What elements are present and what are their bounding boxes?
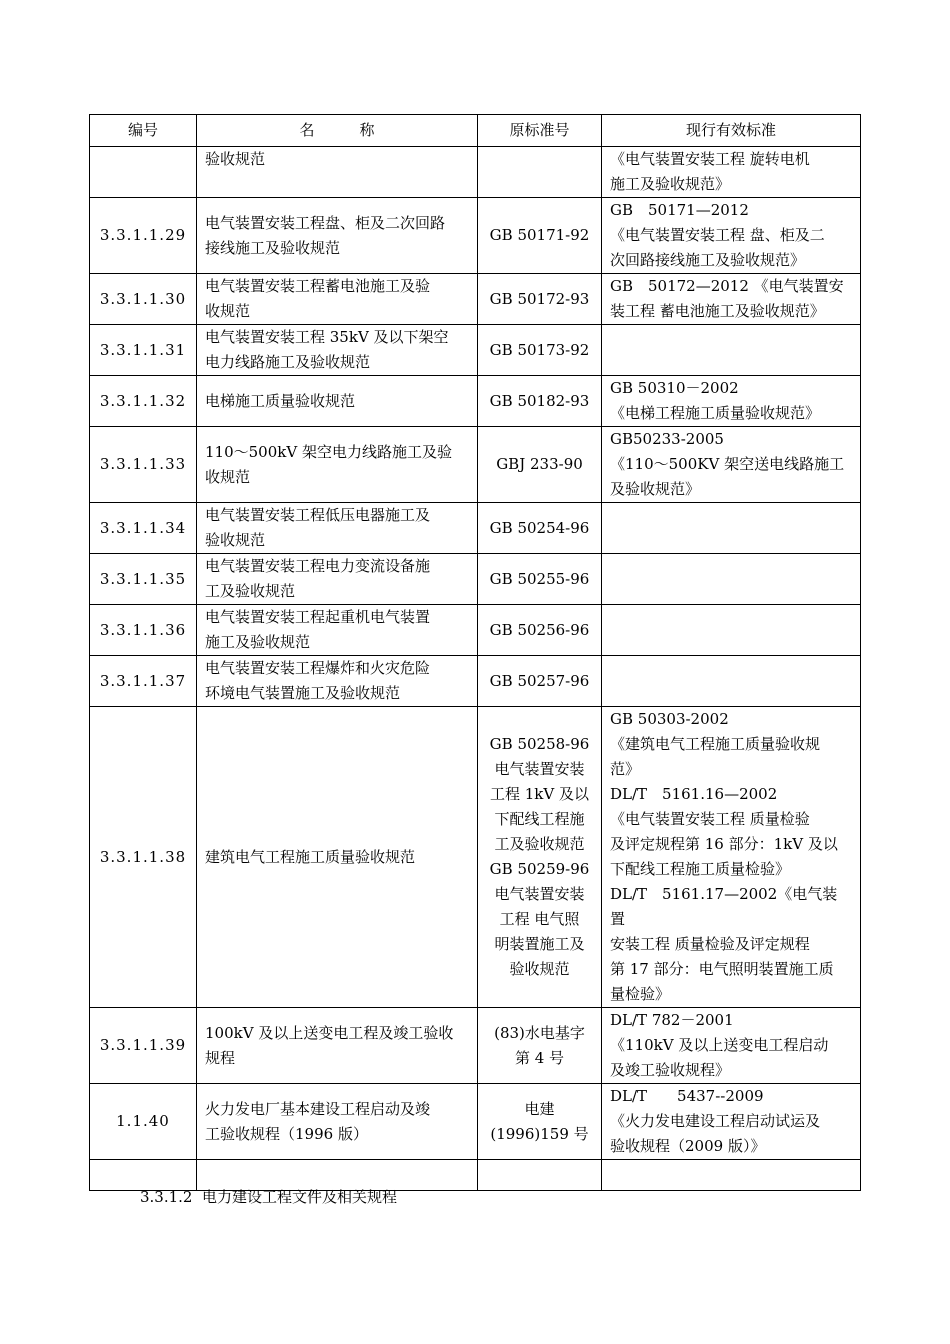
cell-code: 3.3.1.1.32 (90, 376, 197, 427)
table-row (90, 707, 861, 1008)
cell-name-line: 工验收规程（1996 版） (205, 1124, 368, 1143)
cell-code: 1.1.40 (90, 1084, 197, 1160)
table-header-row (90, 115, 861, 147)
cell-original-standard-line: (1996)159 号 (490, 1124, 589, 1143)
cell-original-standard (478, 1084, 602, 1160)
cell-name-line: 环境电气装置施工及验收规范 (205, 684, 401, 702)
header-name: 名 称 (197, 115, 478, 147)
cell-current-standard (602, 503, 861, 554)
table-row (90, 147, 861, 198)
cell-current-standard (602, 605, 861, 656)
cell-current-standard-line: 范》 (610, 760, 641, 778)
cell-name-line: 电梯施工质量验收规范 (205, 391, 356, 410)
cell-original-standard (478, 325, 602, 376)
cell-name (197, 503, 478, 554)
cell-current-standard-line: DL/T 5161.16—2002 (610, 785, 778, 803)
cell-code: 3.3.1.1.30 (90, 274, 197, 325)
section-heading (140, 1186, 397, 1207)
table-row (90, 376, 861, 427)
cell-current-standard-line: 及竣工验收规程》 (610, 1061, 731, 1079)
cell-code: 3.3.1.1.36 (90, 605, 197, 656)
cell-current-standard-line: 《电气装置安装工程 质量检验 (610, 810, 810, 828)
cell-current-standard-line: 《建筑电气工程施工质量验收规 (610, 735, 821, 753)
cell-name (197, 325, 478, 376)
cell-original-standard (478, 198, 602, 274)
cell-current-standard (602, 147, 861, 198)
cell-current-standard-line: 第 17 部分：电气照明装置施工质 (610, 960, 834, 978)
cell-name (197, 707, 478, 1008)
cell-original-standard (478, 147, 602, 198)
cell-original-standard (478, 376, 602, 427)
cell-name-line: 施工及验收规范 (205, 633, 311, 651)
cell-name-line: 110～500kV 架空电力线路施工及验 (205, 442, 452, 461)
cell-name-line: 建筑电气工程施工质量验收规范 (205, 847, 416, 866)
cell-original-standard-line: GB 50172-93 (489, 289, 590, 308)
cell-name-line: 接线施工及验收规范 (205, 238, 341, 257)
cell-original-standard-line: 工程 1kV 及以 (489, 785, 589, 803)
cell-name (197, 274, 478, 325)
cell-original-standard (478, 656, 602, 707)
cell-name (197, 605, 478, 656)
cell-code (90, 147, 197, 198)
cell-name-line: 火力发电厂基本建设工程启动及竣 (205, 1099, 431, 1118)
section-title: 电力建设工程文件及相关规程 (202, 1188, 398, 1206)
cell-original-standard-line: GB 50182-93 (489, 391, 590, 410)
cell-original-standard-line: 明装置施工及 (494, 935, 585, 953)
cell-name-line: 规程 (205, 1048, 236, 1067)
cell-original-standard (478, 605, 602, 656)
cell-name-line: 验收规范 (205, 150, 266, 168)
cell-original-standard-line: GB 50171-92 (489, 226, 590, 244)
table-row (90, 656, 861, 707)
cell-current-standard-line: 《电梯工程施工质量验收规范》 (610, 404, 821, 422)
cell-name (197, 1008, 478, 1084)
cell-original-standard (478, 427, 602, 503)
cell-current-standard (602, 325, 861, 376)
cell-current-standard (602, 656, 861, 707)
cell-name (197, 427, 478, 503)
cell-name-line: 电气装置安装工程盘、柜及二次回路 (205, 213, 446, 232)
cell-original-standard (478, 274, 602, 325)
cell-name-line: 电气装置安装工程起重机电气装置 (205, 608, 431, 626)
cell-code: 3.3.1.1.31 (90, 325, 197, 376)
cell-current-standard-line: 《火力发电建设工程启动试运及 (610, 1112, 821, 1130)
cell-original-standard-line: (83)水电基字 (494, 1023, 585, 1042)
cell-original-standard-line: GBJ 233-90 (496, 455, 583, 473)
cell-current-standard-line: DL/T 5437--2009 (610, 1087, 764, 1105)
cell-current-standard-line: 《电气装置安装工程 盘、柜及二 (610, 226, 825, 244)
cell-current-standard-line: 施工及验收规范》 (610, 175, 731, 193)
cell-name-line: 收规范 (205, 302, 251, 320)
cell-current-standard-line: 《110～500KV 架空送电线路施工 (610, 455, 845, 473)
cell-current-standard (602, 376, 861, 427)
cell-original-standard-line: 电气装置安装 (494, 760, 585, 778)
cell-name-line: 工及验收规范 (205, 582, 296, 600)
cell-original-standard-line: 电建 (524, 1099, 555, 1118)
cell-original-standard-line: GB 50258-96 (489, 735, 590, 753)
cell-original-standard-line: GB 50257-96 (489, 671, 590, 690)
cell-current-standard-line: DL/T 5161.17—2002《电气装置 (610, 885, 838, 928)
cell-original-standard-line: 工及验收规范 (494, 835, 585, 853)
cell-current-standard-line: 及评定规程第 16 部分：1kV 及以 (610, 835, 838, 853)
cell-code: 3.3.1.1.33 (90, 427, 197, 503)
cell-current-standard (602, 1008, 861, 1084)
cell-name-line: 电气装置安装工程 35kV 及以下架空 (205, 328, 449, 346)
cell-current-standard-line: 次回路接线施工及验收规范》 (610, 251, 806, 269)
cell-name-line: 100kV 及以上送变电工程及竣工验收 (205, 1023, 454, 1042)
cell-current-standard-line: 安装工程 质量检验及评定规程 (610, 935, 810, 953)
cell-name-line: 电气装置安装工程爆炸和火灾危险 (205, 659, 431, 677)
header-code: 编号 (90, 115, 197, 147)
table-row (90, 325, 861, 376)
table-row (90, 1008, 861, 1084)
cell-name-line: 验收规范 (205, 531, 266, 549)
cell-code: 3.3.1.1.34 (90, 503, 197, 554)
cell-original-standard-line: 第 4 号 (514, 1048, 565, 1067)
cell-original-standard (478, 1008, 602, 1084)
cell-original-standard-line: GB 50255-96 (489, 569, 590, 588)
cell-original-standard-line: 下配线工程施 (494, 810, 585, 828)
cell-code: 3.3.1.1.29 (90, 198, 197, 274)
standards-table (89, 114, 861, 1191)
cell-original-standard-line: 工程 电气照 (499, 910, 580, 928)
cell-current-standard-line: GB 50310－2002 (610, 379, 739, 397)
cell-name (197, 1084, 478, 1160)
cell-code: 3.3.1.1.39 (90, 1008, 197, 1084)
table-row (90, 554, 861, 605)
table-row (90, 274, 861, 325)
cell-original-standard-line: GB 50173-92 (489, 340, 590, 359)
cell-current-standard-line: 下配线工程施工质量检验》 (610, 860, 791, 878)
cell-name-line: 电力线路施工及验收规范 (205, 353, 371, 371)
cell-current-standard (602, 274, 861, 325)
cell-current-standard-line: 装工程 蓄电池施工及验收规范》 (610, 302, 825, 320)
cell-name (197, 656, 478, 707)
cell-original-standard (478, 707, 602, 1008)
cell-current-standard-line: 《110kV 及以上送变电工程启动 (610, 1036, 829, 1054)
cell-name-line: 收规范 (205, 467, 251, 486)
cell-current-standard (602, 1084, 861, 1160)
cell-original-standard (478, 503, 602, 554)
table-row (90, 427, 861, 503)
cell-original-standard (478, 554, 602, 605)
header-current-standard: 现行有效标准 (602, 115, 861, 147)
cell-name-line: 电气装置安装工程蓄电池施工及验 (205, 277, 431, 295)
cell-original-standard-line: GB 50259-96 (489, 860, 590, 878)
table-row (90, 198, 861, 274)
table-body (90, 147, 861, 1191)
table-row (90, 503, 861, 554)
cell-current-standard-line: GB 50171—2012 (610, 201, 749, 219)
cell-current-standard-line: GB 50172—2012 《电气装置安 (610, 277, 844, 295)
cell-current-standard-line: DL/T 782－2001 (610, 1011, 734, 1029)
section-number: 3.3.1.2 (140, 1188, 193, 1206)
header-original-standard: 原标准号 (478, 115, 602, 147)
cell-current-standard-line: 验收规程（2009 版）》 (610, 1137, 766, 1155)
cell-original-standard-line: 电气装置安装 (494, 885, 585, 903)
table-row (90, 605, 861, 656)
table-row (90, 1084, 861, 1160)
cell-name-line: 电气装置安装工程电力变流设备施 (205, 557, 431, 575)
cell-current-standard-line: 量检验》 (610, 985, 671, 1003)
cell-code: 3.3.1.1.38 (90, 707, 197, 1008)
cell-original-standard-line: 验收规范 (509, 960, 570, 978)
cell-current-standard-line: GB50233-2005 (610, 430, 724, 448)
cell-original-standard (478, 1160, 602, 1191)
cell-current-standard-line: 《电气装置安装工程 旋转电机 (610, 150, 810, 168)
cell-current-standard-line: GB 50303-2002 (610, 710, 729, 728)
cell-current-standard (602, 554, 861, 605)
cell-name (197, 554, 478, 605)
cell-original-standard-line: GB 50256-96 (489, 620, 590, 639)
cell-current-standard (602, 1160, 861, 1191)
cell-current-standard (602, 707, 861, 1008)
cell-current-standard-line: 及验收规范》 (610, 480, 701, 498)
cell-name (197, 147, 478, 198)
cell-code: 3.3.1.1.37 (90, 656, 197, 707)
cell-name-line: 电气装置安装工程低压电器施工及 (205, 506, 431, 524)
cell-name (197, 198, 478, 274)
cell-code: 3.3.1.1.35 (90, 554, 197, 605)
cell-current-standard (602, 427, 861, 503)
cell-current-standard (602, 198, 861, 274)
cell-name (197, 376, 478, 427)
cell-original-standard-line: GB 50254-96 (489, 518, 590, 537)
